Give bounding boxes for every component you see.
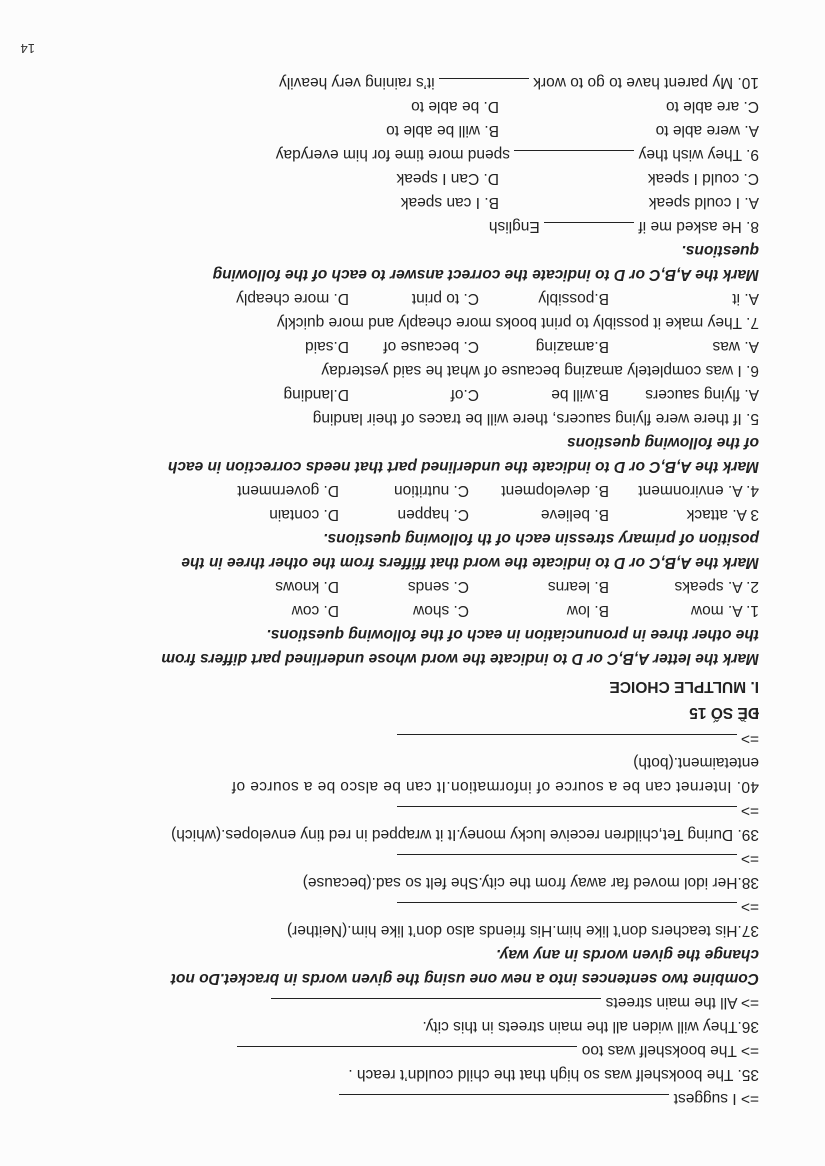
answer-blank[interactable] — [439, 78, 529, 93]
question-36: 36.They will widen all the main streets in this city. — [422, 1018, 759, 1035]
question-40-cont: entetaiment.(both) — [633, 754, 759, 771]
question-9: 9. They wish they spend more time for him everyday — [275, 146, 759, 163]
option-b[interactable]: B. believe — [540, 506, 609, 523]
correct-heading: Mark the A,B,C or D to indicate the correct answer to each of the following — [212, 266, 759, 283]
question-37: 37.His teachers don’t like him.His friends also don’t like him.(Neither) — [286, 922, 759, 939]
combine-heading-2: change the given words in any way. — [496, 946, 759, 963]
test-title: ĐỀ SỐ 15 — [689, 704, 759, 721]
question-3-options — [59, 502, 759, 526]
answer-blank[interactable] — [237, 1046, 577, 1061]
q36-answer: => All the main streets — [59, 990, 759, 1014]
answer-blank[interactable] — [397, 734, 737, 749]
option-d[interactable]: D. knows — [275, 578, 339, 595]
option-d[interactable]: D. contain — [269, 506, 339, 523]
option-a[interactable]: A. it — [732, 290, 759, 307]
option-b[interactable]: B. I can speak — [400, 194, 499, 211]
option-c[interactable]: C. happen — [397, 506, 469, 523]
question-8: 8. He asked me if English — [488, 218, 759, 235]
correct-heading-2: questions. — [681, 242, 759, 259]
option-d[interactable]: D. Can I speak — [396, 170, 499, 187]
question-5-options — [59, 382, 759, 406]
pronunciation-heading: Mark the letter A,B,C or D to indicate the word whose underlined part differs from — [161, 650, 759, 667]
error-heading: Mark the A,B,C or D to indicate the underlined part that needs correction in each — [167, 458, 759, 475]
question-1-options — [59, 598, 759, 622]
option-d[interactable]: D. be able to — [411, 98, 499, 115]
question-8-options-2 — [59, 166, 759, 190]
option-b[interactable]: B. low — [566, 602, 609, 619]
option-c[interactable]: C. sends — [407, 578, 469, 595]
answer-blank[interactable] — [514, 150, 634, 165]
option-a[interactable]: A. was — [712, 338, 759, 355]
question-7: 7. They make it possibly to print books more cheaply and more quickly — [276, 314, 759, 331]
option-a[interactable]: 2. A. speaks — [674, 578, 759, 595]
question-38: 38.Her idol moved far away from the city.She felt so sad.(because) — [302, 874, 759, 891]
option-d[interactable]: D.said — [305, 338, 349, 355]
option-b[interactable]: B.will be — [551, 386, 609, 403]
question-7-options — [59, 286, 759, 310]
q35-answer: => The bookshelf was too — [59, 1038, 759, 1062]
q40-answer: => — [59, 726, 759, 750]
option-b[interactable]: B. learns — [547, 578, 609, 595]
option-c[interactable]: C. are able to — [665, 98, 759, 115]
option-d[interactable]: D. government — [237, 482, 339, 499]
option-a[interactable]: A. were able to — [655, 122, 759, 139]
option-a[interactable]: A. flying saucers — [645, 386, 759, 403]
q37-answer: => — [59, 894, 759, 918]
combine-heading: Combine two sentences into a new one using the given words in bracket.Do not — [170, 970, 759, 987]
answer-blank[interactable] — [397, 902, 737, 917]
option-c[interactable]: C.of — [450, 386, 479, 403]
stress-heading-2: position of primary stressin each of th following questions. — [323, 530, 759, 547]
option-c[interactable]: C. because of — [383, 338, 479, 355]
option-d[interactable]: D. cow — [291, 602, 339, 619]
error-heading-2: of the following questions — [566, 434, 759, 451]
question-8-options — [59, 190, 759, 214]
option-a[interactable]: 3 A. attack — [686, 506, 759, 523]
option-c[interactable]: C. could I speak — [647, 170, 759, 187]
option-c[interactable]: C. to print — [411, 290, 479, 307]
question-9-options-2 — [59, 94, 759, 118]
pronunciation-heading-2: the other three in pronunciation in each of the following questions. — [266, 626, 759, 643]
option-a[interactable]: A. I could speak — [648, 194, 759, 211]
answer-blank[interactable] — [544, 222, 634, 237]
option-a[interactable]: 4. A. environment — [638, 482, 759, 499]
question-6-options — [59, 334, 759, 358]
question-35: 35. The bookshelf was so high that the child couldn’t reach . — [348, 1066, 759, 1083]
stress-heading: Mark the A,B,C or D to indicate the word that ffiffers from the other three in the — [181, 554, 759, 571]
option-d[interactable]: D.landing — [283, 386, 349, 403]
worksheet-content — [59, 70, 759, 1110]
option-c[interactable]: C. show — [413, 602, 469, 619]
option-d[interactable]: D. more cheaply — [236, 290, 349, 307]
question-40: 40. Internet can be a source of information.It can be alsco be a source of — [231, 778, 759, 795]
question-6: 6. I was completely amazing because of what he said yesterday — [321, 362, 759, 379]
question-2-options — [59, 574, 759, 598]
q34-answer: => I suggest — [59, 1086, 759, 1110]
q38-answer: => — [59, 846, 759, 870]
answer-blank[interactable] — [271, 998, 601, 1013]
option-c[interactable]: C. nutrition — [394, 482, 469, 499]
question-9-options — [59, 118, 759, 142]
question-5: 5. If there were flying saucers, there will be traces of their landing — [312, 410, 759, 427]
answer-blank[interactable] — [397, 806, 737, 821]
option-b[interactable]: B. development — [501, 482, 609, 499]
answer-blank[interactable] — [397, 854, 737, 869]
answer-blank[interactable] — [339, 1094, 669, 1109]
q39-answer: => — [59, 798, 759, 822]
option-b[interactable]: B.amazing — [535, 338, 609, 355]
option-b[interactable]: B.possibly — [538, 290, 609, 307]
question-39: 39. During Tet,children receive lucky money.It it wrapped in red tiny envelopes.(which) — [171, 826, 759, 843]
option-a[interactable]: 1. A. mow — [690, 602, 759, 619]
question-4-options — [59, 478, 759, 502]
option-b[interactable]: B. will be able to — [386, 122, 499, 139]
section-title: I. MULTPLE CHOICE — [609, 678, 759, 695]
question-10: 10. My parent have to go to work it’s raining very heavily — [278, 74, 759, 91]
page-number: 14 — [20, 41, 35, 56]
